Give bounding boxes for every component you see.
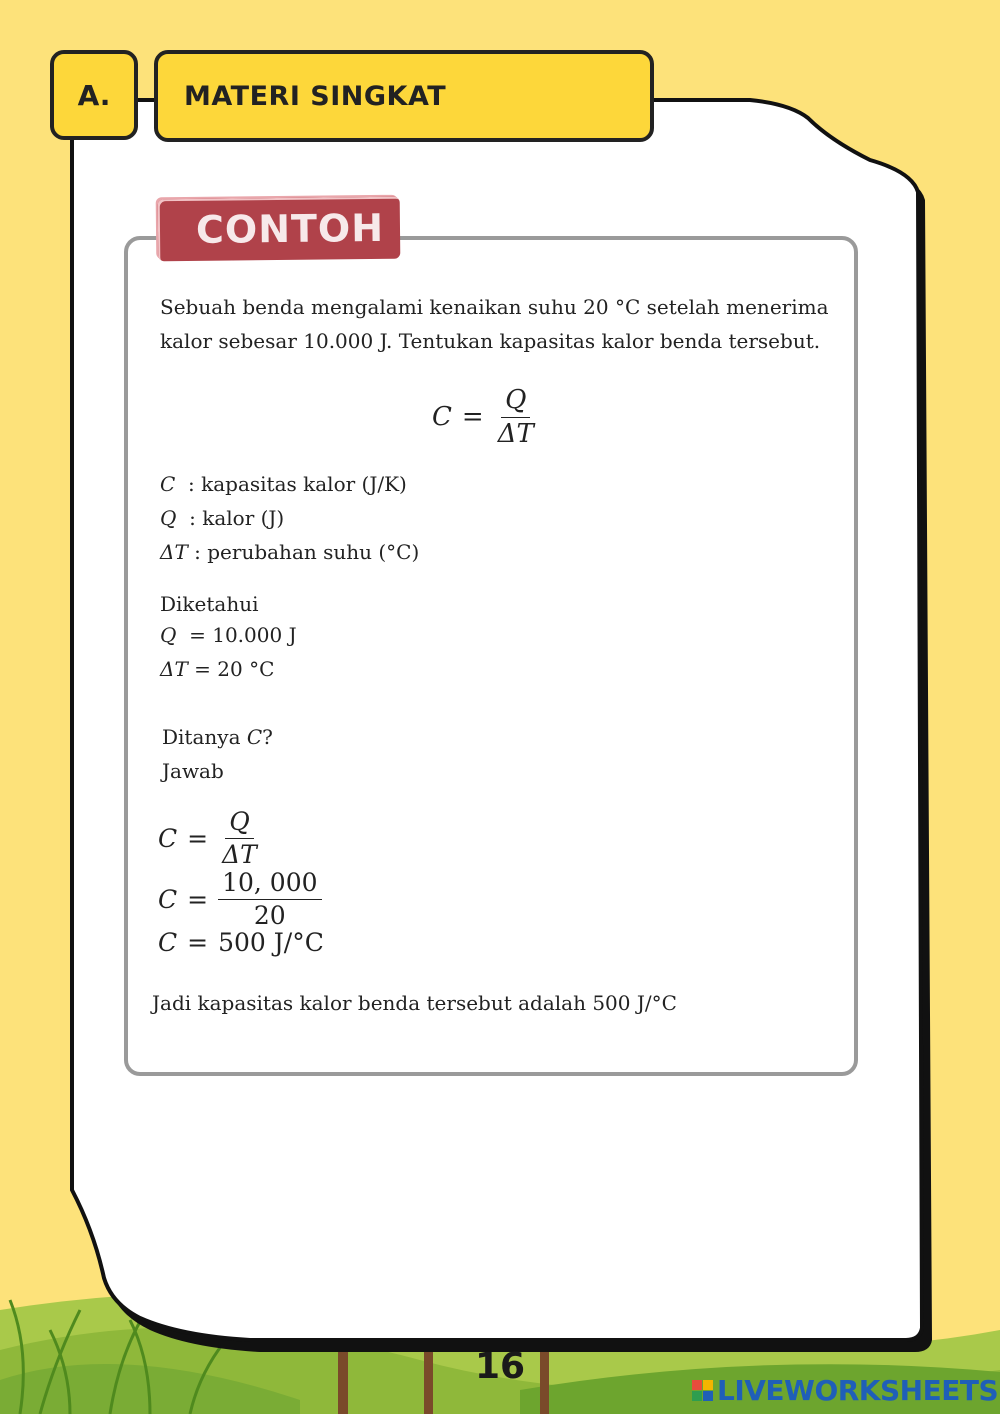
step-fraction — [218, 808, 261, 868]
contoh-label: CONTOH — [195, 205, 385, 252]
known-value: = 20 °C — [187, 657, 275, 681]
asked-symbol: C — [246, 725, 263, 749]
section-title: MATERI SINGKAT — [184, 80, 447, 112]
brand-name: LIVEWORKSHEETS — [717, 1373, 999, 1407]
known-row — [160, 618, 297, 652]
logo-square — [703, 1391, 713, 1401]
legend-symbol: ΔT — [160, 540, 188, 564]
step-lhs: C — [158, 823, 178, 853]
step-lhs: C — [158, 928, 178, 957]
step-equals: = — [187, 823, 209, 853]
asked-line — [162, 720, 273, 754]
main-formula — [432, 386, 538, 448]
step-value: 500 J/°C — [218, 928, 324, 957]
known-title: Diketahui — [160, 592, 259, 616]
legend-row — [160, 467, 407, 501]
logo-square — [692, 1380, 702, 1390]
logo-square — [703, 1380, 713, 1390]
legend-row — [160, 535, 419, 569]
step-lhs: C — [158, 884, 178, 914]
problem-line-2: kalor sebesar 10.000 J. Tentukan kapasitas kalor benda tersebut. — [160, 329, 821, 353]
section-letter-box — [50, 50, 138, 140]
step-denominator: ΔT — [222, 839, 257, 869]
conclusion: Jadi kapasitas kalor benda tersebut adalah 500 J/°C — [152, 991, 677, 1015]
formula-numerator: Q — [501, 386, 530, 418]
known-value: = 10.000 J — [176, 623, 297, 647]
section-letter: A. — [77, 78, 111, 112]
legend-row — [160, 501, 284, 535]
known-symbol: Q — [160, 623, 177, 647]
step-2 — [158, 869, 322, 929]
legend-desc: : perubahan suhu (°C) — [187, 540, 420, 564]
asked-suffix: ? — [262, 725, 273, 749]
step-denominator: 20 — [253, 900, 286, 930]
step-fraction — [218, 869, 321, 929]
asked-prefix: Ditanya — [162, 725, 247, 749]
legend-symbol: Q — [160, 506, 177, 530]
logo-square — [692, 1391, 702, 1401]
formula-fraction — [494, 386, 538, 448]
legend-symbol: C — [160, 472, 176, 496]
legend-desc: : kapasitas kalor (J/K) — [175, 472, 407, 496]
problem-line-1: Sebuah benda mengalami kenaikan suhu 20 °C setelah menerima — [160, 295, 829, 319]
section-title-box — [154, 50, 654, 142]
known-row — [160, 652, 274, 686]
step-3 — [158, 928, 324, 957]
answer-title: Jawab — [162, 759, 224, 783]
step-equals: = — [187, 928, 209, 957]
step-equals: = — [187, 884, 209, 914]
step-numerator: Q — [225, 808, 254, 839]
step-1 — [158, 808, 261, 868]
liveworksheets-brand[interactable] — [692, 1374, 998, 1406]
formula-equals: = — [461, 402, 484, 433]
formula-denominator: ΔT — [497, 418, 534, 449]
formula-lhs: C — [432, 402, 452, 433]
contoh-tag — [158, 197, 401, 262]
page-number: 16 — [474, 1346, 526, 1387]
step-numerator: 10, 000 — [218, 869, 321, 900]
liveworksheets-logo-icon — [692, 1380, 713, 1401]
known-symbol: ΔT — [160, 657, 188, 681]
legend-desc: : kalor (J) — [176, 506, 285, 530]
